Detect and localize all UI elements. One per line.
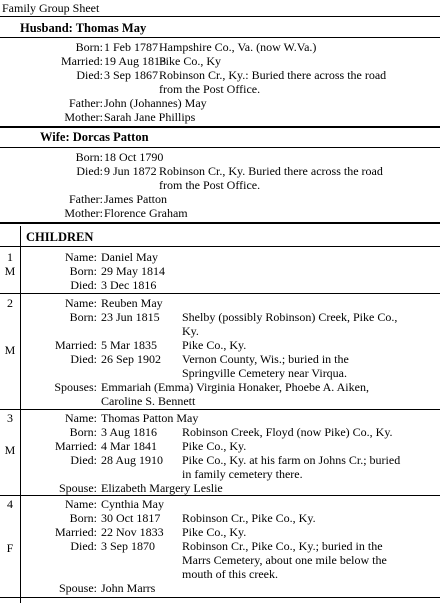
divider [0,37,440,38]
spouse-label: Spouse: [58,581,97,595]
mother-label: Mother: [64,110,103,124]
born-label: Born: [69,425,97,439]
died-place-cont: from the Post Office. [159,178,261,192]
wife-mother-row [0,207,440,221]
mother-name: Florence Graham [104,206,188,220]
wife-died-row [0,165,440,179]
born-label: Born: [75,150,103,164]
child-sex: M [4,443,16,457]
divider [0,16,440,17]
wife-born-row [0,151,440,165]
born-date: 23 Jun 1815 [101,310,160,324]
divider [0,222,440,224]
died-place-cont: in family cemetery there. [182,467,303,481]
wife-died-row-cont [0,179,440,193]
born-date: 3 Aug 1816 [101,425,158,439]
born-place-cont: Ky. [182,324,199,338]
married-date: 19 Aug 1813 [104,54,167,68]
child-married-row [0,440,440,454]
child-spouses-row [0,381,440,395]
died-place: Robinson Cr., Ky. Buried there across the road [159,164,383,178]
spouse: John Marrs [101,581,156,595]
born-label: Born: [75,40,103,54]
born-place: Hampshire Co., Va. (now W.Va.) [159,40,317,54]
child-died-row-cont [0,367,440,381]
father-label: Father: [69,192,103,206]
died-label: Died: [70,453,97,467]
child-name-row [0,297,440,311]
married-label: Married: [55,338,97,352]
name-label: Name: [65,250,97,264]
child-died-row [0,353,440,367]
divider [0,495,440,496]
married-place: Pike Co., Ky. [182,338,247,352]
spouse-label: Spouse: [58,481,97,495]
died-date: 3 Sep 1867 [104,68,158,82]
name-label: Name: [65,497,97,511]
name-label: Name: [65,411,97,425]
died-label: Died: [70,352,97,366]
died-date: 28 Aug 1910 [101,453,164,467]
child-died-row-cont [0,554,440,568]
died-place: Pike Co., Ky. at his farm on Johns Cr.; buried [182,453,401,467]
father-name: John (Johannes) May [104,96,207,110]
married-date: 4 Mar 1841 [101,439,157,453]
died-date: 3 Sep 1870 [101,539,155,553]
married-label: Married: [55,439,97,453]
child-number: 1 [7,250,13,264]
child-married-row [0,526,440,540]
child-died-row [0,279,440,293]
spouses-label: Spouses: [54,380,97,394]
died-place-cont: Marrs Cemetery, about one mile below the [182,553,387,567]
died-date: 26 Sep 1902 [101,352,161,366]
born-date: 18 Oct 1790 [104,150,164,164]
died-date: 9 Jun 1872 [104,164,157,178]
died-place-cont: from the Post Office. [159,82,261,96]
spouse: Elizabeth Margery Leslie [101,481,223,495]
died-label: Died: [76,68,103,82]
husband-header: Husband: Thomas May [20,21,147,35]
child-name: Reuben May [101,296,163,310]
child-sex: F [6,541,14,555]
child-spouse-row [0,582,440,596]
died-place-cont: mouth of this creek. [182,567,278,581]
married-label: Married: [61,54,103,68]
father-name: James Patton [104,192,167,206]
child-name: Thomas Patton May [101,411,199,425]
child-number: 2 [7,296,13,310]
born-place: Robinson Cr., Pike Co., Ky. [182,511,316,525]
child-sex: M [4,264,16,278]
divider [0,246,440,247]
divider [0,409,440,410]
married-date: 5 Mar 1835 [101,338,157,352]
child-died-row [0,454,440,468]
child-name-row [0,498,440,512]
child-spouse-row [0,482,440,496]
born-label: Born: [69,264,97,278]
died-date: 3 Dec 1816 [101,278,157,292]
child-born-row [0,265,440,279]
child-died-row-cont2 [0,568,440,582]
born-label: Born: [69,310,97,324]
spouses: Emmariah (Emma) Virginia Honaker, Phoebe A. Aiken, [101,380,369,394]
born-label: Born: [69,511,97,525]
born-place: Robinson Creek, Floyd (now Pike) Co., Ky. [182,425,393,439]
died-label: Died: [70,278,97,292]
page-title: Family Group Sheet [2,1,100,15]
died-label: Died: [76,164,103,178]
wife-header: Wife: Dorcas Patton [40,130,149,144]
born-date: 30 Oct 1817 [101,511,161,525]
married-place: Pike Co., Ky [159,54,222,68]
divider [0,597,440,598]
child-number: 4 [7,497,13,511]
married-label: Married: [55,525,97,539]
child-died-row-cont [0,468,440,482]
wife-father-row [0,193,440,207]
husband-born-row [0,41,440,55]
died-place-cont: Springville Cemetery near Virqua. [182,366,348,380]
child-name: Daniel May [101,250,158,264]
died-label: Died: [70,539,97,553]
married-date: 22 Nov 1833 [101,525,164,539]
mother-label: Mother: [64,206,103,220]
child-number: 3 [7,411,13,425]
born-date: 1 Feb 1787 [104,40,158,54]
child-spouses-row-cont [0,395,440,409]
died-place: Robinson Cr., Pike Co., Ky.; buried in the [182,539,383,553]
died-place: Robinson Cr., Ky.: Buried there across the road [159,68,387,82]
married-place: Pike Co., Ky. [182,439,247,453]
divider [0,293,440,294]
child-name: Cynthia May [101,497,164,511]
husband-died-row-cont [0,83,440,97]
child-name-row [0,412,440,426]
child-born-row [0,311,440,325]
husband-married-row [0,55,440,69]
children-header: CHILDREN [26,230,94,244]
child-name-row [0,251,440,265]
died-place: Vernon County, Wis.; buried in the [182,352,349,366]
divider [0,147,440,148]
husband-mother-row [0,111,440,125]
husband-father-row [0,97,440,111]
husband-died-row [0,69,440,83]
child-born-row [0,512,440,526]
born-date: 29 May 1814 [101,264,165,278]
divider [0,126,440,128]
child-sex: M [4,343,16,357]
married-place: Pike Co., Ky. [182,525,247,539]
child-married-row [0,339,440,353]
child-died-row [0,540,440,554]
born-place: Shelby (possibly Robinson) Creek, Pike Co., [182,310,398,324]
father-label: Father: [69,96,103,110]
child-born-row-cont [0,325,440,339]
mother-name: Sarah Jane Phillips [104,110,196,124]
child-born-row [0,426,440,440]
spouses-cont: Caroline S. Bennett [101,394,196,408]
name-label: Name: [65,296,97,310]
